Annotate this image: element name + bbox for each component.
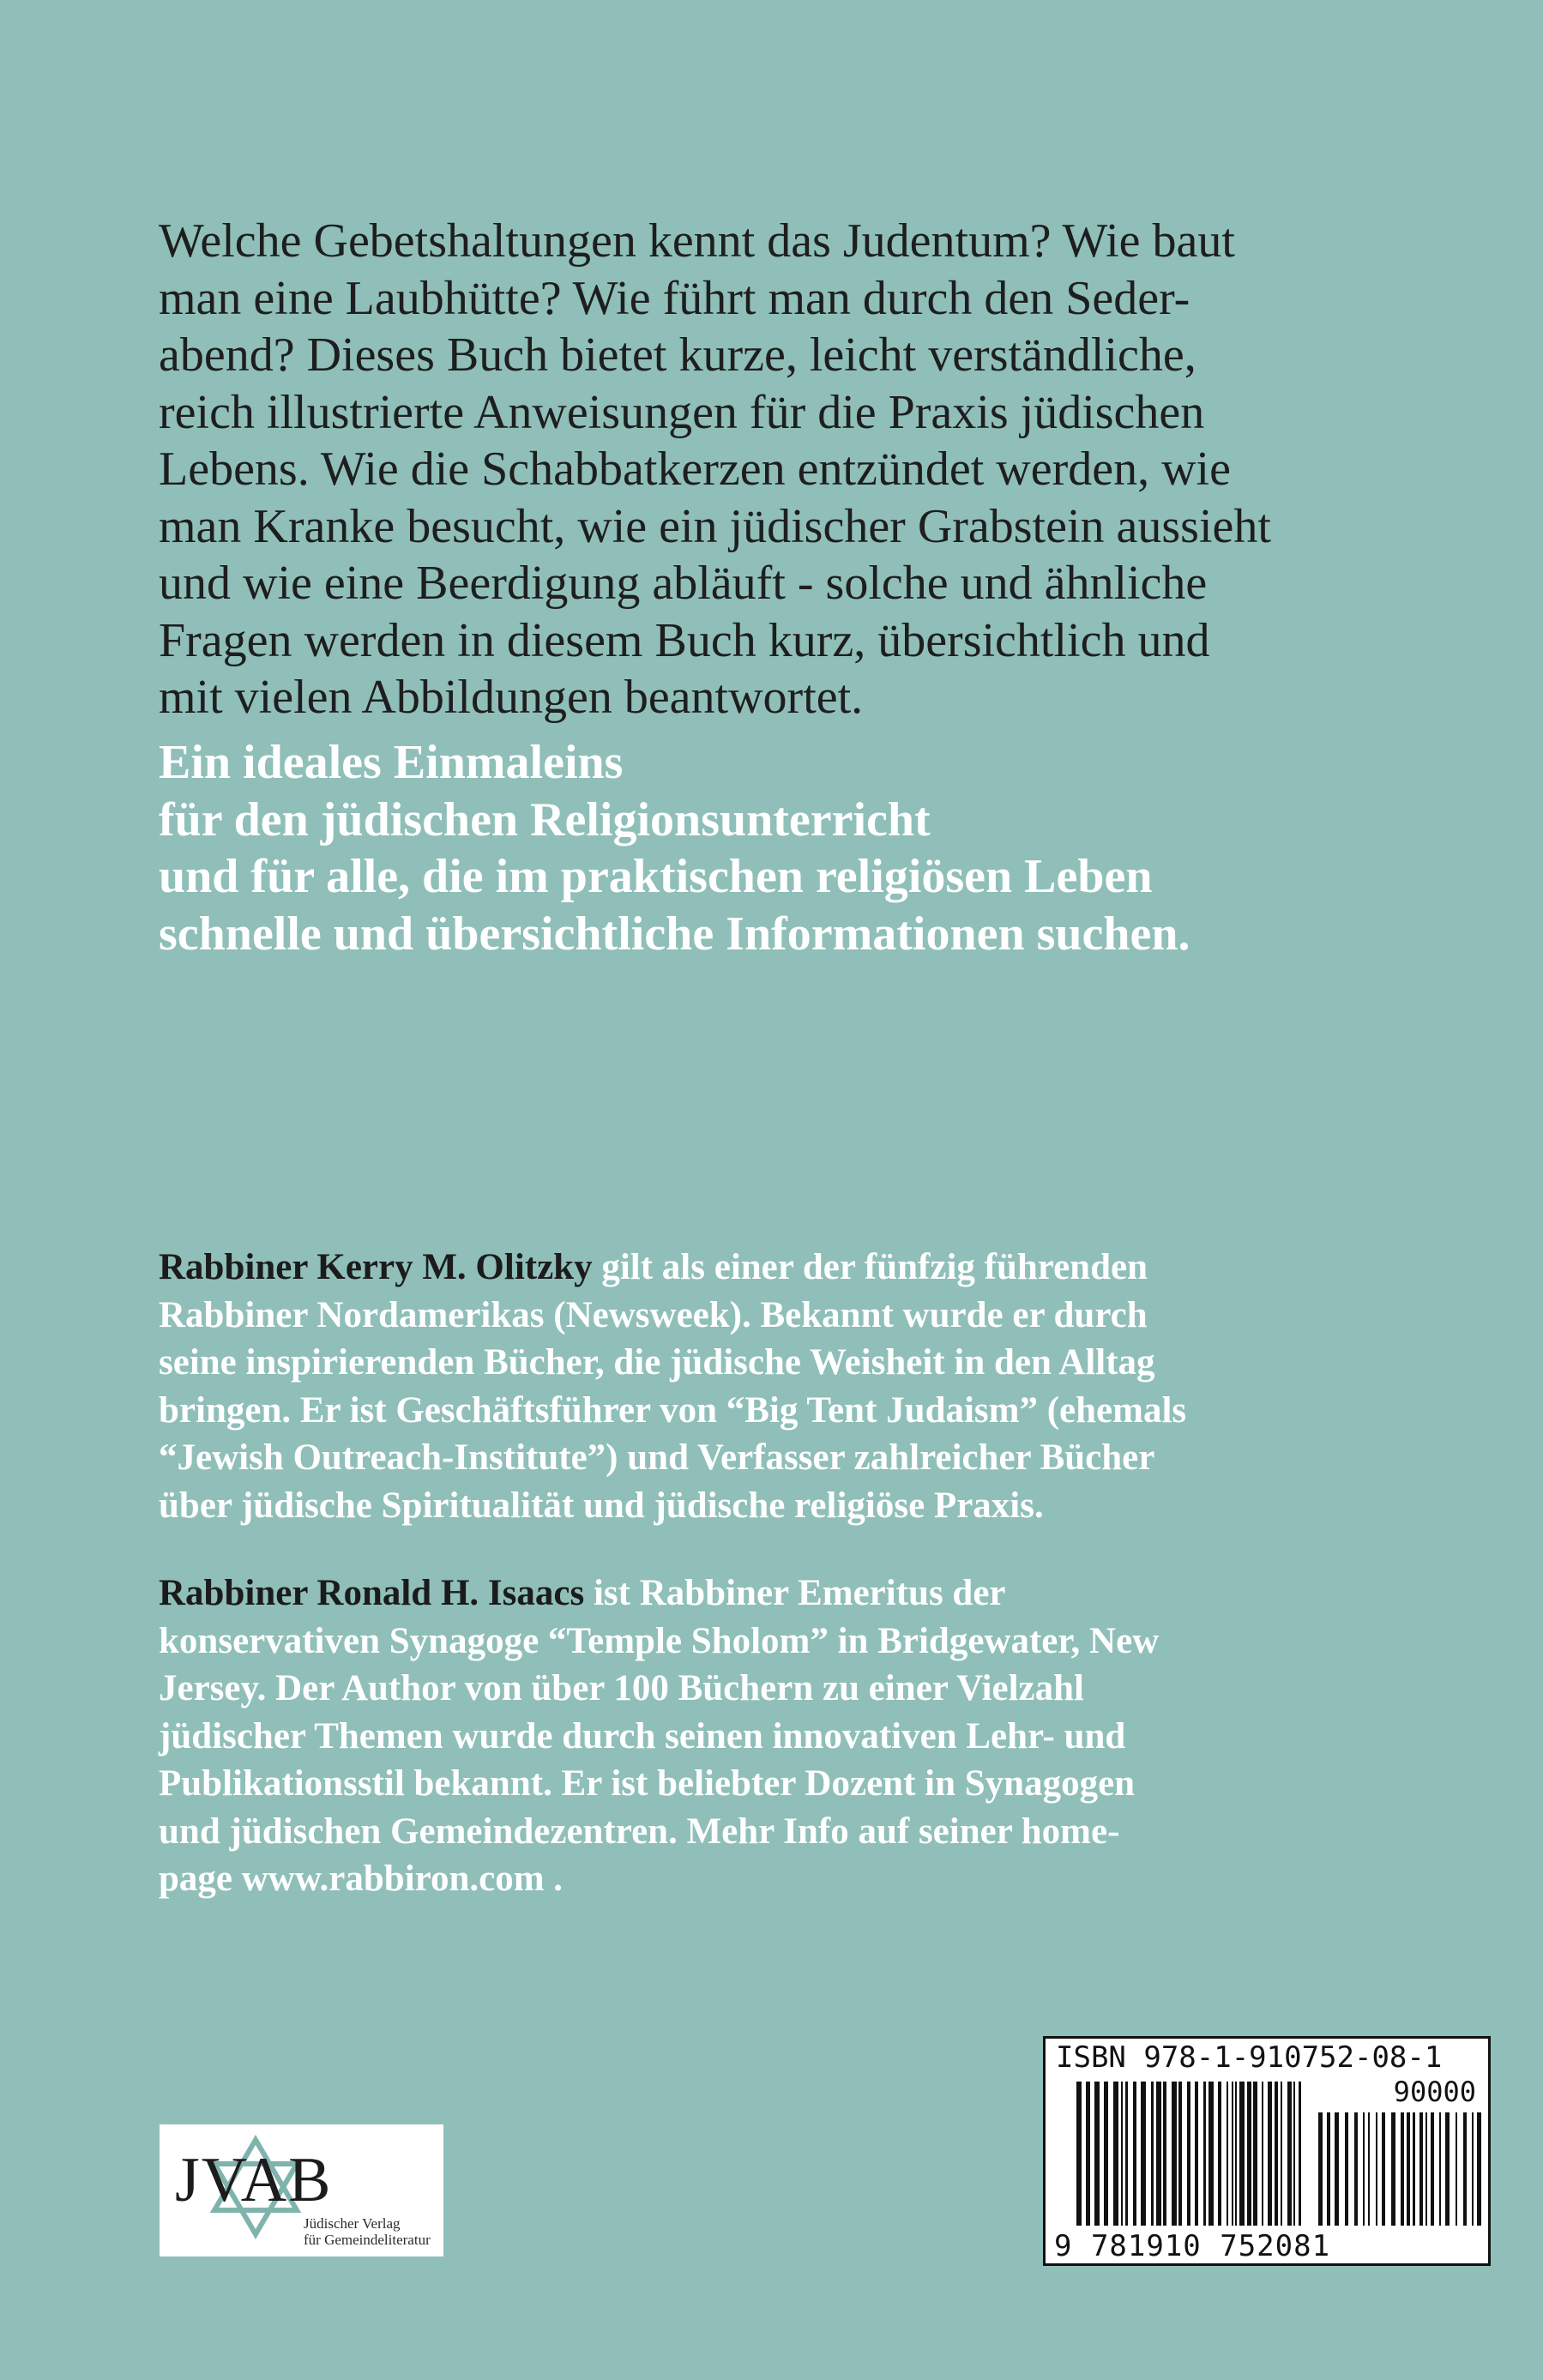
logo-letters: JVAB	[175, 2145, 333, 2215]
barcode-bar	[1382, 2112, 1385, 2226]
bio-line-rest: ist Rabbiner Emeritus der	[584, 1573, 1006, 1613]
barcode-bar	[1287, 2082, 1292, 2226]
barcode-bar	[1104, 2082, 1108, 2226]
barcode-bar	[1239, 2082, 1245, 2226]
author-name: Rabbiner Ronald H. Isaacs	[159, 1573, 585, 1613]
blurb-line: man Kranke besucht, wie ein jüdischer Grabstein aussieht	[159, 499, 1271, 553]
barcode-bar	[1477, 2112, 1481, 2226]
bio-line: Jersey. Der Author von über 100 Büchern zu einer Vielzahl	[159, 1668, 1084, 1708]
barcode-bar	[1235, 2082, 1237, 2226]
barcode-bar	[1419, 2112, 1423, 2226]
barcode-bar	[1178, 2082, 1182, 2226]
blurb-line: und wie eine Beerdigung abläuft - solche und ähnliche	[159, 557, 1208, 610]
tagline-line: und für alle, die im praktischen religiösen Leben	[159, 850, 1153, 903]
bio-first-line	[159, 1244, 1402, 1292]
barcode-bar	[1086, 2082, 1090, 2226]
barcode-bar	[1227, 2082, 1228, 2226]
barcode-bar	[1172, 2082, 1177, 2226]
bio-line-rest: gilt als einer der fünfzig führenden	[592, 1247, 1148, 1287]
barcode-bar	[1195, 2082, 1198, 2226]
bio-line: und jüdischen Gemeindezentren. Mehr Info auf seiner home-	[159, 1811, 1120, 1852]
author-bio-isaacs	[159, 1570, 1402, 1903]
tagline-line: schnelle und übersichtliche Informationen suchen.	[159, 907, 1190, 961]
barcode-bar	[1463, 2112, 1467, 2226]
barcode-bar	[1318, 2112, 1323, 2226]
barcode-bar	[1208, 2082, 1214, 2226]
blurb-paragraph	[159, 213, 1402, 726]
bio-line: Publikationsstil bekannt. Er ist beliebter Dozent in Synagogen	[159, 1763, 1136, 1804]
barcode-bar	[1156, 2082, 1161, 2226]
barcode-bar	[1431, 2112, 1434, 2226]
barcode-bar	[1445, 2112, 1450, 2226]
barcode-bar	[1456, 2112, 1457, 2226]
blurb-line: abend? Dieses Buch bietet kurze, leicht verständliche,	[159, 328, 1196, 382]
tagline-line: für den jüdischen Religionsunterricht	[159, 792, 931, 847]
blurb-line: Lebens. Wie die Schabbatkerzen entzündet werden, wie	[159, 443, 1231, 496]
barcode-bar	[1203, 2082, 1206, 2226]
bio-line: konservativen Synagoge “Temple Sholom” in Bridgewater, New	[159, 1620, 1160, 1661]
barcode-bar	[1401, 2112, 1404, 2226]
barcode-bar	[1268, 2082, 1272, 2226]
barcode-bar	[1163, 2082, 1166, 2226]
author-name: Rabbiner Kerry M. Olitzky	[159, 1247, 593, 1287]
tagline-line: Ein ideales Einmaleins	[159, 736, 624, 789]
logo-subtitle: für Gemeindeliteratur	[304, 2232, 431, 2248]
blurb-line: mit vielen Abbildungen beantwortet.	[159, 671, 864, 724]
barcode-bar	[1113, 2082, 1118, 2226]
bio-line: Rabbiner Nordamerikas (Newsweek). Bekannt wurde er durch	[159, 1294, 1148, 1335]
author-bio-olitzky	[159, 1244, 1402, 1529]
barcode-bar	[1275, 2082, 1278, 2226]
barcode-bar	[1281, 2082, 1282, 2226]
isbn-label: ISBN 978-1-910752-08-1	[1056, 2040, 1443, 2075]
barcode-bar	[1327, 2112, 1330, 2226]
bio-line: jüdischer Themen wurde durch seinen innovativen Lehr- und	[159, 1715, 1126, 1756]
barcode-bar	[1094, 2082, 1100, 2226]
barcode-bar	[1391, 2112, 1395, 2226]
barcode-bar	[1262, 2082, 1263, 2226]
barcode-bar	[1125, 2082, 1128, 2226]
barcode-bar	[1253, 2082, 1257, 2226]
barcode-bar	[1413, 2112, 1415, 2226]
bio-line: seine inspirierenden Bücher, die jüdische Weisheit in den Alltag	[159, 1342, 1155, 1383]
barcode-bar	[1425, 2112, 1427, 2226]
publisher-logo	[160, 2124, 443, 2256]
barcode-bar	[1472, 2112, 1474, 2226]
barcode-bar	[1407, 2112, 1410, 2226]
barcode-bar	[1232, 2082, 1233, 2226]
bio-line: bringen. Er ist Geschäftsführer von “Big Tent Judaism” (ehemals	[159, 1389, 1187, 1431]
barcode-bar	[1345, 2112, 1348, 2226]
barcode-bar	[1141, 2082, 1146, 2226]
blurb-line: reich illustrierte Anweisungen für die Praxis jüdischen	[159, 385, 1205, 439]
barcode-bar	[1076, 2082, 1082, 2226]
barcode-bar	[1187, 2082, 1190, 2226]
barcode-bar	[1335, 2112, 1339, 2226]
barcode-bar	[1247, 2082, 1251, 2226]
blurb-line: man eine Laubhütte? Wie führt man durch den Seder-	[159, 271, 1190, 325]
logo-subtitle: Jüdischer Verlag	[304, 2215, 401, 2232]
barcode-bar	[1299, 2082, 1301, 2226]
barcode-bar	[1368, 2112, 1370, 2226]
barcode-bar	[1293, 2082, 1295, 2226]
barcode-bar	[1439, 2112, 1441, 2226]
bio-line: “Jewish Outreach-Institute”) und Verfasser zahlreicher Bücher	[159, 1437, 1155, 1478]
barcode-bar	[1376, 2112, 1377, 2226]
bio-line: page www.rabbiron.com .	[159, 1859, 564, 1899]
barcode-addon: 90000	[1393, 2076, 1476, 2108]
barcode-digits: 9 781910 752081	[1054, 2229, 1331, 2263]
barcode-bar	[1363, 2112, 1365, 2226]
isbn-barcode	[1043, 2036, 1491, 2266]
tagline	[159, 734, 1402, 962]
barcode-bar	[1151, 2082, 1154, 2226]
barcode-bar	[1133, 2082, 1136, 2226]
barcode-bar	[1354, 2112, 1358, 2226]
blurb-line: Fragen werden in diesem Buch kurz, übersichtlich und	[159, 613, 1210, 667]
blurb-line: Welche Gebetshaltungen kennt das Judentum? Wie baut	[159, 214, 1235, 268]
bio-first-line	[159, 1570, 1402, 1618]
barcode-bar	[1121, 2082, 1123, 2226]
bio-line: über jüdische Spiritualität und jüdische religiöse Praxis.	[159, 1485, 1044, 1526]
barcode-bar	[1218, 2082, 1221, 2226]
